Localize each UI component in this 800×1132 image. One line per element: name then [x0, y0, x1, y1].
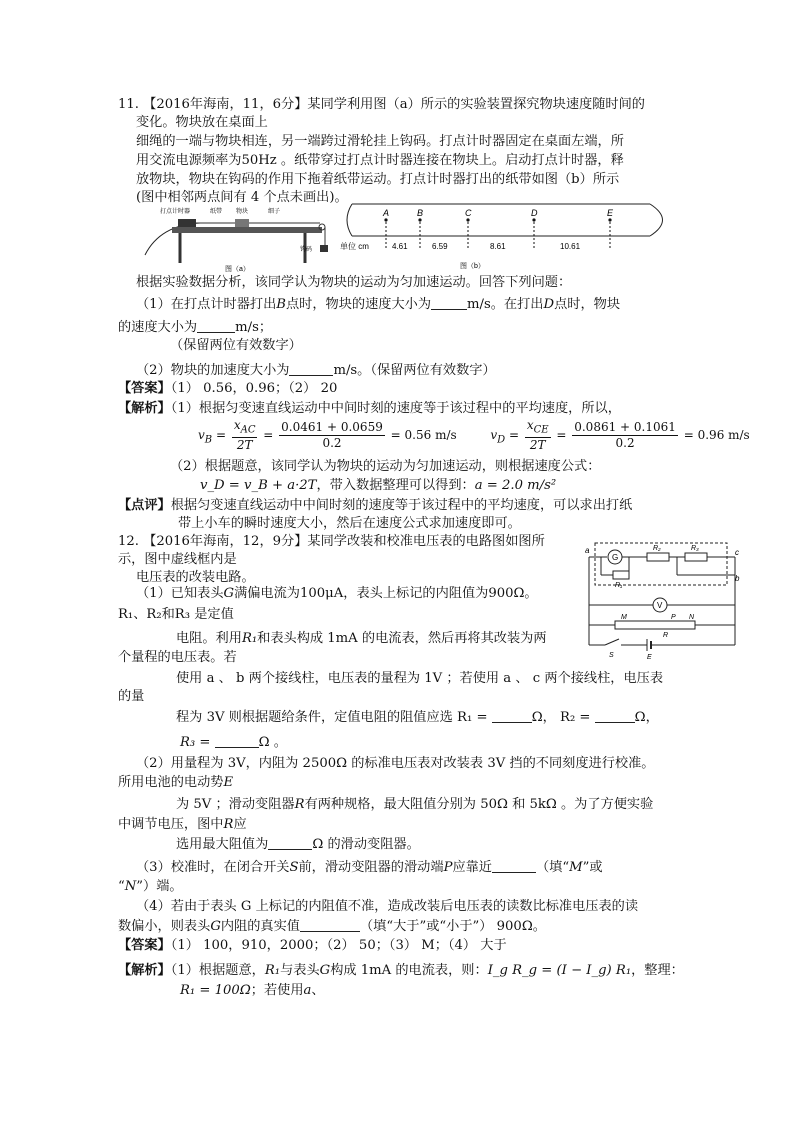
answer-blank[interactable]: [197, 318, 235, 333]
text: Ω 的滑动变阻器。: [312, 837, 420, 852]
label-r3: R₃: [691, 545, 699, 552]
eq-den: 0.2: [615, 436, 635, 451]
text: 选用最大阻值为: [176, 837, 269, 852]
eq-r1: R₁ = 100Ω: [180, 983, 251, 998]
label-s: S: [609, 652, 614, 659]
text: 程为 3V 则根据题给条件，定值电阻的阻值应选 R₁ =: [176, 710, 492, 725]
var-r3: R₃ =: [180, 735, 215, 750]
label-p: P: [671, 614, 676, 621]
distance-cd: 8.61: [490, 242, 506, 251]
q12-part1-line4: 个量程的电压表。若: [118, 650, 237, 665]
q12-part1-line8: [180, 733, 287, 752]
text: Ω，: [634, 710, 659, 725]
point-d: [532, 218, 535, 221]
eq-den: 2T: [236, 438, 253, 453]
q11-line4: 用交流电源频率为50Hz 。纸带穿过打点计时器连接在物块上。启动打点计时器，释: [136, 153, 624, 168]
label-v: V: [657, 601, 663, 610]
q12-part2-line2: [118, 774, 233, 792]
text: 、: [311, 983, 325, 998]
q11-part1: [136, 295, 620, 314]
q12-part1-resistors: R₁、R₂和R₃ 是定值: [118, 607, 234, 622]
var-g: G: [319, 963, 331, 978]
q12-part1: [136, 585, 538, 603]
label-b: B: [417, 208, 424, 218]
text: 。在打出: [490, 297, 544, 312]
var-b: B: [276, 297, 286, 312]
text: 应靠近: [452, 860, 492, 875]
point-b: [418, 218, 421, 221]
comment-label: 【点评】: [118, 498, 171, 513]
text: 构成 1mA 的电流表，则：: [330, 963, 488, 978]
fig-a-caption: 图（a）: [225, 266, 250, 273]
text: 点时，物块: [554, 297, 621, 312]
text: 有两种规格，最大阻值分别为 50Ω 和 5kΩ 。为了方便实验: [304, 797, 654, 812]
eq-num: x: [233, 418, 241, 432]
q11-answer: [118, 380, 337, 398]
var-d: D: [543, 297, 555, 312]
unit: m/s: [333, 363, 358, 378]
eq-current: I_g R_g = (I − I_g) R₁: [487, 963, 632, 978]
text: （2）物块的加速度大小为: [136, 363, 290, 378]
q12-line2: 示，图中虚线框内是: [118, 552, 237, 567]
q12-part4-line2: [118, 917, 546, 936]
unit: m/s: [467, 297, 491, 312]
label-r1: R₁: [615, 582, 623, 589]
text: ；: [258, 320, 273, 335]
label-c: C: [465, 208, 472, 218]
answer-text: （1） 0.56，0.96；（2） 20: [170, 381, 338, 396]
q11-comment: [118, 497, 632, 515]
text: 所用电池的电动势: [118, 775, 224, 790]
q11-analysis2-eq: [200, 477, 556, 495]
q11-header: 11. 【2016年海南，11，6分】某同学利用图（a）所示的实验装置探究物块速度随时间的: [118, 97, 645, 112]
text: ，整理：: [631, 963, 684, 978]
q12-part2-line4: [118, 816, 247, 834]
var-r1: R₁: [264, 963, 281, 978]
label-a: A: [383, 208, 390, 218]
figure-b-tape: [340, 202, 680, 272]
text: 内阻的真实值: [220, 919, 300, 934]
text: 。（保留两位有效数字）: [357, 363, 496, 378]
eq-var: v: [490, 428, 498, 443]
label-d: D: [531, 208, 538, 218]
q12-answer: [118, 937, 507, 955]
label-c: c: [735, 548, 739, 557]
text: 点时，物块的速度大小为: [285, 297, 432, 312]
answer-blank[interactable]: [289, 361, 333, 376]
q12-part2: （2）用量程为 3V，内阻为 2500Ω 的标准电压表对改装表 3V 挡的不同刻度进行校准。: [136, 756, 655, 771]
q12-part2-line3: [176, 796, 653, 814]
q12-part1-line3: [176, 630, 547, 648]
q11-analysis: [118, 400, 621, 418]
text: 满偏电流为100μA，表头上标记的内阻值为900Ω。: [234, 586, 538, 601]
eq-velocity: v_D = v_B + a·2T: [200, 478, 317, 493]
text: （填“: [536, 860, 570, 875]
q12-part1-line5: 使用 a 、 b 两个接线柱，电压表的量程为 1V ；若使用 a 、 c 两个接线柱，电压表: [176, 671, 664, 686]
answer-blank[interactable]: [268, 835, 312, 850]
text: 和表头构成 1mA 的电流表，然后再将其改装为两: [257, 631, 547, 646]
var-r1: R₁: [241, 631, 258, 646]
answer-blank-r2[interactable]: [595, 708, 635, 723]
figure-a-apparatus: [140, 205, 340, 273]
text: ；若使用: [250, 983, 304, 998]
eq-result: = 0.96 m/s: [683, 428, 750, 443]
eq-accel: a = 2.0 m/s²: [474, 478, 557, 493]
q11-part1-note: （保留两位有效数字）: [170, 338, 302, 353]
text: 前，滑动变阻器的滑动端: [298, 860, 444, 875]
text: 应: [233, 817, 247, 832]
answer-blank-r3[interactable]: [215, 733, 259, 748]
q11-line6: (图中相邻两点间有 4 个点未画出)。: [136, 190, 348, 205]
q12-part3-line2: [118, 878, 183, 896]
fig-a-label-block: 物块: [236, 209, 249, 215]
eq-sub: B: [204, 434, 213, 446]
eq-den: 0.2: [322, 436, 342, 451]
text: ”）端。: [136, 879, 183, 894]
fig-b-caption: 图（b）: [460, 263, 485, 270]
label-b: b: [735, 574, 740, 583]
tape-points: [384, 218, 611, 221]
text: “: [118, 879, 125, 894]
label-e: E: [607, 208, 614, 218]
q12-analysis: [118, 962, 684, 980]
eq-num: 0.0461 + 0.0659: [281, 420, 383, 435]
label-g: G: [612, 553, 619, 562]
var-r: R: [294, 797, 305, 812]
q11-equation-vb-vd: $v_B$ = $\frac{x_{AC}}{2T}$ = $\frac{0.0461 + 0.0659}{0.2}$ = 0.56 m/s $v_D$ = $\frac{x_{CE}}{2T}$ = $\frac{0.0861 + 0.1061}{0.2}$ = 0.96 m/s: [198, 418, 750, 453]
q11-line5: 放物块，物块在钩码的作用下拖着纸带运动。打点计时器打出的纸带如图（b）所示: [136, 172, 620, 187]
label-e: E: [647, 654, 652, 660]
q12-line3: 电压表的改装电路。: [136, 570, 255, 585]
answer-blank[interactable]: [300, 917, 360, 932]
text: 数偏小，则表头: [118, 919, 211, 934]
text: 为 5V ；滑动变阻器: [176, 797, 295, 812]
text: Ω， R₂ =: [531, 710, 595, 725]
q12-part4: （4）若由于表头 G 上标记的内阻值不准，造成改装后电压表的读数比标准电压表的读: [136, 899, 639, 914]
eq-var: v: [198, 428, 205, 443]
q11-line2: 变化。物块放在桌面上: [136, 115, 268, 130]
var-e: E: [223, 775, 234, 790]
fig-b-unit: 单位 cm: [340, 242, 369, 251]
answer-blank[interactable]: [431, 295, 467, 310]
answer-label: 【答案】: [118, 381, 171, 396]
q11-part2: [136, 361, 496, 380]
text: （填“大于”或“小于”） 900Ω。: [359, 919, 546, 934]
eq-num: x: [526, 418, 534, 432]
var-r: R: [223, 817, 234, 832]
text: ，带入数据整理可以得到：: [316, 478, 475, 493]
text: （1）已知表头: [136, 586, 224, 601]
circuit-diagram: [585, 535, 745, 660]
eq-result: = 0.56 m/s: [390, 428, 457, 443]
q11-comment2: 带上小车的瞬时速度大小，然后在速度公式求加速度即可。: [178, 516, 521, 531]
analysis-label: 【解析】: [118, 963, 171, 978]
q12-part3: [136, 858, 603, 877]
distance-ab: 4.61: [392, 242, 408, 251]
answer-text: （1） 100，910，2000；（2） 50；（3） M；（4） 大于: [170, 938, 507, 953]
answer-blank[interactable]: [492, 858, 536, 873]
var-g: G: [210, 919, 221, 934]
text: 的速度大小为: [118, 320, 198, 335]
eq-num: 0.0861 + 0.1061: [574, 420, 676, 435]
fig-a-label-weight: 钩码: [300, 247, 313, 253]
text: （1）根据题意，: [170, 963, 265, 978]
fraction: [525, 418, 551, 453]
q12-part2-line5: [176, 835, 420, 854]
label-r: R: [663, 632, 669, 639]
text: 与表头: [280, 963, 320, 978]
label-r2: R₂: [653, 545, 661, 552]
answer-blank-r1[interactable]: [492, 708, 532, 723]
var-s: S: [289, 860, 299, 875]
eq-sub: AC: [240, 424, 256, 436]
comment-text: 根据匀变速直线运动中中间时刻的速度等于该过程中的平均速度，可以求出打纸: [170, 498, 633, 513]
var-g: G: [223, 586, 235, 601]
q11-intro: 根据实验数据分析，该同学认为物块的运动为匀加速运动。回答下列问题：: [136, 275, 572, 290]
text: 中调节电压，图中: [118, 817, 224, 832]
q11-analysis2: （2）根据题意，该同学认为物块的运动为匀加速运动，则根据速度公式：: [170, 459, 601, 474]
q12-part1-line7: [176, 708, 659, 727]
eq-sub: CE: [533, 424, 549, 436]
fraction: [232, 418, 258, 453]
q11-line3: 细绳的一端与物块相连，另一端跨过滑轮挂上钩码。打点计时器固定在桌面左端，所: [136, 134, 624, 149]
label-n: N: [689, 614, 695, 621]
point-c: [466, 218, 469, 221]
point-a: [384, 218, 387, 221]
answer-label: 【答案】: [118, 938, 171, 953]
point-e: [608, 218, 611, 221]
text: （3）校准时，在闭合开关: [136, 860, 290, 875]
q11-part1-cont: [118, 318, 272, 337]
fraction: [572, 420, 678, 451]
fig-a-label-tape: 纸带: [210, 209, 223, 215]
analysis-text: （1）根据匀变速直线运动中中间时刻的速度等于该过程中的平均速度，所以，: [170, 401, 621, 416]
analysis-label: 【解析】: [118, 401, 171, 416]
fraction: [279, 420, 385, 451]
var-p: P: [443, 860, 453, 875]
label-m: M: [621, 614, 627, 621]
distance-de: 10.61: [560, 242, 581, 251]
eq-sub: D: [497, 434, 506, 446]
eq-den: 2T: [529, 438, 546, 453]
q12-part1-line6: 的量: [118, 689, 145, 704]
var-a: a: [303, 983, 312, 998]
text: Ω 。: [258, 735, 287, 750]
unit: m/s: [235, 320, 259, 335]
label-a: a: [585, 546, 590, 555]
fig-a-label-string: 细子: [268, 209, 281, 215]
q12-analysis-line2: [180, 982, 325, 1000]
text: ”或: [582, 860, 603, 875]
fig-a-label-timer: 打点计时器: [160, 209, 191, 215]
var-n: N: [124, 879, 137, 894]
q12-header: 12. 【2016年海南，12，9分】某同学改装和校准电压表的电路图如图所: [118, 534, 545, 549]
text: 电阻。利用: [176, 631, 242, 646]
text: （1）在打点计时器打出: [136, 297, 277, 312]
var-m: M: [569, 860, 583, 875]
distance-bc: 6.59: [432, 242, 448, 251]
